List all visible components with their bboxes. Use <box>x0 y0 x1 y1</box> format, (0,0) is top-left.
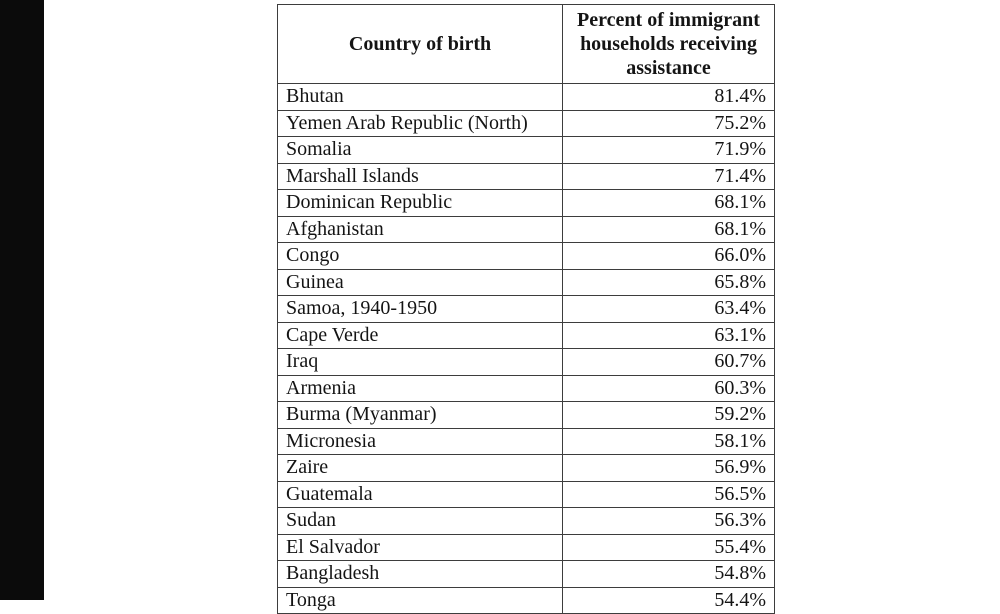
country-cell: Bangladesh <box>278 561 563 588</box>
table-row <box>278 243 775 270</box>
country-cell: Sudan <box>278 508 563 535</box>
country-cell: Burma (Myanmar) <box>278 402 563 429</box>
country-cell: Congo <box>278 243 563 270</box>
percent-cell: 65.8% <box>563 269 775 296</box>
table-row <box>278 508 775 535</box>
table-row <box>278 428 775 455</box>
table-row <box>278 322 775 349</box>
country-cell: Armenia <box>278 375 563 402</box>
country-cell: Guinea <box>278 269 563 296</box>
percent-cell: 81.4% <box>563 84 775 111</box>
country-cell: Guatemala <box>278 481 563 508</box>
table-row <box>278 481 775 508</box>
country-cell: Somalia <box>278 137 563 164</box>
assistance-table <box>277 4 775 614</box>
table-row <box>278 534 775 561</box>
percent-cell: 60.7% <box>563 349 775 376</box>
percent-cell: 56.3% <box>563 508 775 535</box>
country-cell: Samoa, 1940-1950 <box>278 296 563 323</box>
percent-cell: 63.4% <box>563 296 775 323</box>
left-black-bar <box>0 0 44 600</box>
percent-cell: 54.4% <box>563 587 775 614</box>
percent-cell: 55.4% <box>563 534 775 561</box>
table-row <box>278 163 775 190</box>
table-row <box>278 110 775 137</box>
table-row <box>278 269 775 296</box>
country-cell: Cape Verde <box>278 322 563 349</box>
table-row <box>278 296 775 323</box>
percent-column-header: Percent of immigrant households receiving assistance <box>563 5 775 84</box>
percent-cell: 60.3% <box>563 375 775 402</box>
country-column-header: Country of birth <box>278 5 563 84</box>
country-cell: Bhutan <box>278 84 563 111</box>
table-row <box>278 137 775 164</box>
table-row <box>278 402 775 429</box>
table-row <box>278 349 775 376</box>
header-row <box>278 5 775 84</box>
percent-cell: 71.9% <box>563 137 775 164</box>
percent-cell: 56.9% <box>563 455 775 482</box>
percent-cell: 68.1% <box>563 216 775 243</box>
table-row <box>278 190 775 217</box>
table-row <box>278 455 775 482</box>
country-cell: Yemen Arab Republic (North) <box>278 110 563 137</box>
percent-cell: 56.5% <box>563 481 775 508</box>
country-cell: Afghanistan <box>278 216 563 243</box>
table-row <box>278 84 775 111</box>
table-row <box>278 375 775 402</box>
country-cell: Micronesia <box>278 428 563 455</box>
table-row <box>278 216 775 243</box>
country-cell: Tonga <box>278 587 563 614</box>
percent-cell: 54.8% <box>563 561 775 588</box>
table-row <box>278 587 775 614</box>
percent-cell: 68.1% <box>563 190 775 217</box>
country-cell: Iraq <box>278 349 563 376</box>
percent-cell: 59.2% <box>563 402 775 429</box>
percent-cell: 71.4% <box>563 163 775 190</box>
table-header <box>278 5 775 84</box>
country-cell: Dominican Republic <box>278 190 563 217</box>
country-cell: Zaire <box>278 455 563 482</box>
country-cell: Marshall Islands <box>278 163 563 190</box>
table-body <box>278 84 775 614</box>
percent-cell: 58.1% <box>563 428 775 455</box>
table-row <box>278 561 775 588</box>
percent-cell: 63.1% <box>563 322 775 349</box>
percent-cell: 75.2% <box>563 110 775 137</box>
country-cell: El Salvador <box>278 534 563 561</box>
percent-cell: 66.0% <box>563 243 775 270</box>
